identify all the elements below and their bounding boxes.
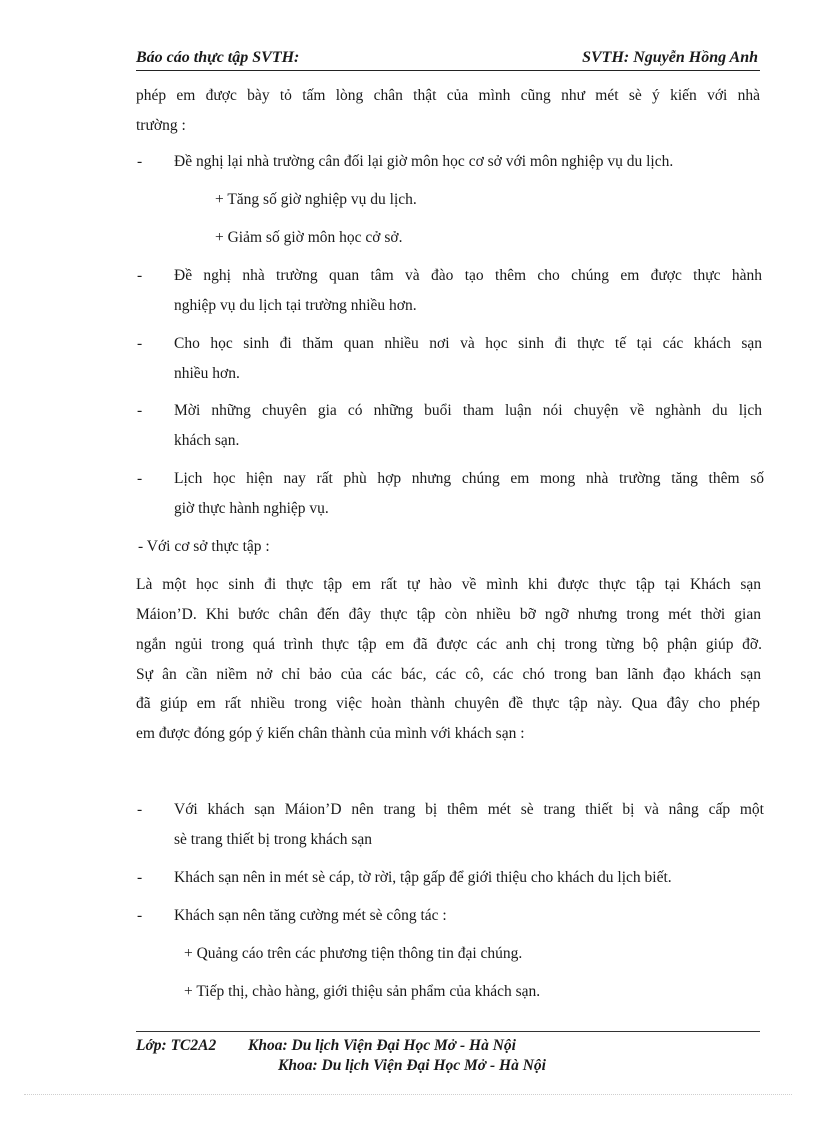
footer-faculty-line-2: Khoa: Du lịch Viện Đại Học Mở - Hà Nội: [278, 1057, 546, 1074]
paragraph-line-2: Máion’D. Khi bước chân đến đây thực tập còn nhiều bỡ ngỡ nhưng trong mét thời gian: [136, 606, 761, 623]
footer-class: Lớp: TC2A2: [136, 1037, 217, 1054]
school-item-4-line-1: Mời những chuyên gia có những buổi tham luận nói chuyện về nghành du lịch: [174, 402, 762, 419]
school-item-3-line-2: nhiều hơn.: [174, 365, 240, 382]
school-item-5-line-1: Lịch học hiện nay rất phù hợp nhưng chúng em mong nhà trường tăng thêm số: [174, 470, 764, 487]
paragraph-line-3: ngắn ngủi trong quá trình thực tập em đã được các anh chị trong từng bộ phận giúp đỡ.: [136, 636, 762, 653]
school-subitem-2: + Giảm số giờ môn học cở sở.: [215, 229, 403, 246]
footer-divider: [136, 1031, 760, 1032]
school-item-5-line-2: giờ thực hành nghiệp vụ.: [174, 500, 329, 517]
hotel-item-1-line-1: Với khách sạn Máion’D nên trang bị thêm mét sè trang thiết bị và nâng cấp một: [174, 801, 764, 818]
list-bullet: -: [137, 907, 143, 924]
school-item-2-line-2: nghiệp vụ du lịch tại trường nhiều hơn.: [174, 297, 417, 314]
hotel-item-2: Khách sạn nên in mét sè cáp, tờ rời, tập gấp để giới thiệu cho khách du lịch biết.: [174, 869, 672, 886]
footer-faculty-line-1: Khoa: Du lịch Viện Đại Học Mở - Hà Nội: [248, 1037, 516, 1054]
school-item-1: Đề nghị lại nhà trường cân đối lại giờ môn học cơ sở với môn nghiệp vụ du lịch.: [174, 153, 674, 170]
list-bullet: -: [137, 335, 143, 352]
hotel-subitem-2: + Tiếp thị, chào hàng, giới thiệu sản phẩm của khách sạn.: [184, 983, 541, 1000]
school-item-3-line-1: Cho học sinh đi thăm quan nhiều nơi và học sinh đi thực tế tại các khách sạn: [174, 335, 762, 352]
list-bullet: -: [137, 153, 143, 170]
list-bullet: -: [137, 402, 143, 419]
intro-line-1: phép em được bày tỏ tấm lòng chân thật của mình cũng như mét sè ý kiến với nhà: [136, 87, 760, 104]
hotel-item-3: Khách sạn nên tăng cường mét sè công tác :: [174, 907, 447, 924]
header-report-title: Báo cáo thực tập SVTH:: [136, 49, 300, 66]
list-bullet: -: [137, 801, 143, 818]
page-bottom-border: [24, 1094, 792, 1095]
list-bullet: -: [137, 470, 143, 487]
school-subitem-1: + Tăng số giờ nghiệp vụ du lịch.: [215, 191, 417, 208]
paragraph-line-4: Sự ân cần niềm nở chỉ bảo của các bác, các cô, các chó trong ban lãnh đạo khách sạn: [136, 666, 761, 683]
paragraph-line-6: em được đóng góp ý kiến chân thành của mình với khách sạn :: [136, 725, 525, 742]
school-item-2-line-1: Đề nghị nhà trường quan tâm và đào tạo thêm cho chúng em được thực hành: [174, 267, 762, 284]
hotel-subitem-1: + Quảng cáo trên các phương tiện thông tin đại chúng.: [184, 945, 523, 962]
header-student-name: SVTH: Nguyễn Hồng Anh: [582, 49, 758, 66]
intro-line-2: trường :: [136, 117, 186, 134]
list-bullet: -: [137, 267, 143, 284]
school-item-4-line-2: khách sạn.: [174, 432, 240, 449]
paragraph-line-5: đã giúp em rất nhiều trong việc hoàn thành chuyên đề thực tập này. Qua đây cho phép: [136, 695, 760, 712]
section-label: - Với cơ sở thực tập :: [138, 538, 270, 555]
paragraph-line-1: Là một học sinh đi thực tập em rất tự hào về mình khi được thực tập tại Khách sạn: [136, 576, 761, 593]
hotel-item-1-line-2: sè trang thiết bị trong khách sạn: [174, 831, 373, 848]
list-bullet: -: [137, 869, 143, 886]
page-header: [136, 46, 760, 71]
